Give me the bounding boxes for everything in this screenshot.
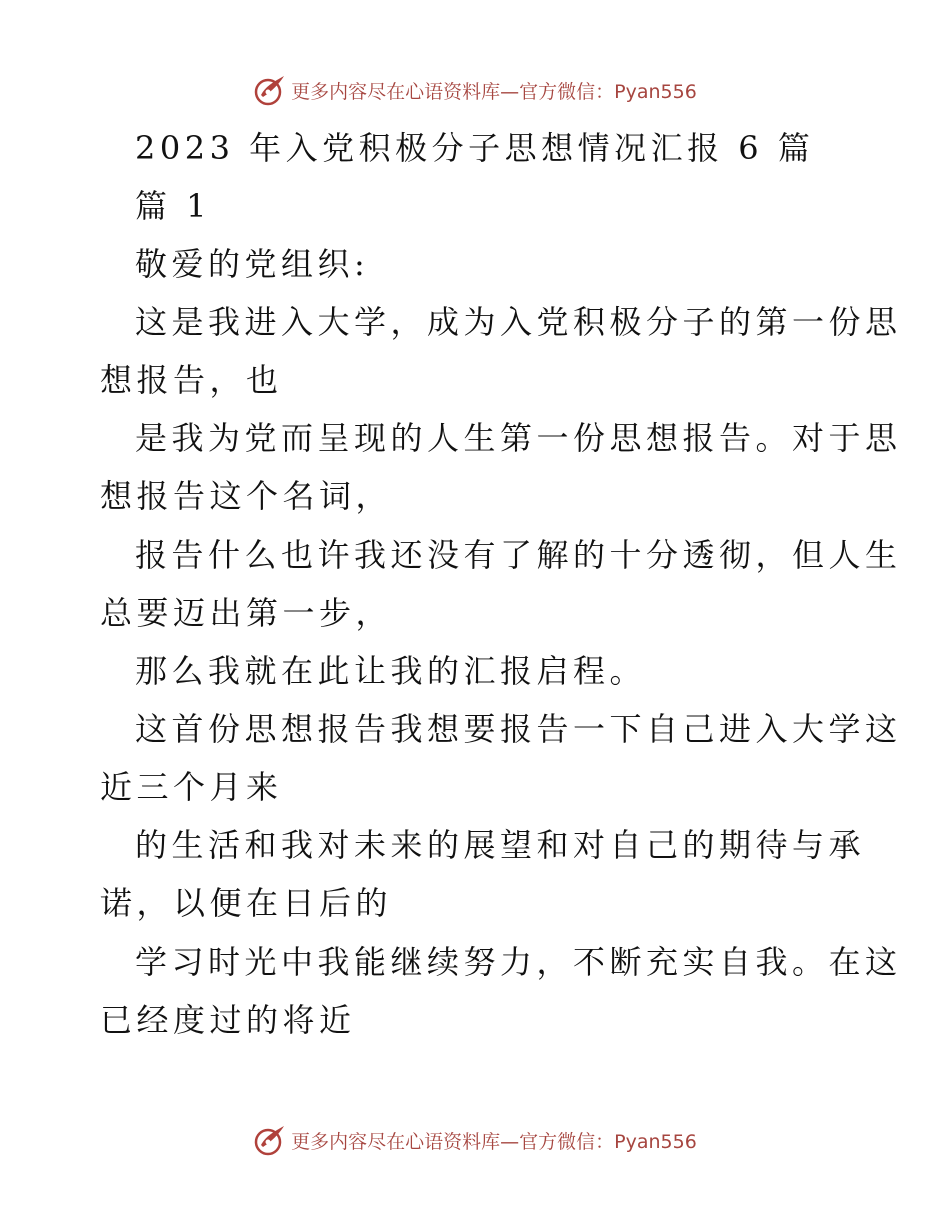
paragraph-line: 那么我就在此让我的汇报启程。 <box>135 652 647 690</box>
paragraph-line: 这首份思想报告我想要报告一下自己进入大学这 <box>135 710 902 748</box>
watermark-header <box>0 70 950 110</box>
paragraph-line: 是我为党而呈现的人生第一份思想报告。对于思 <box>135 419 902 457</box>
paragraph-line: 的生活和我对未来的展望和对自己的期待与承 <box>135 826 866 864</box>
paragraph-line: 近三个月来 <box>100 768 283 806</box>
salutation: 敬爱的党组织: <box>135 245 370 283</box>
paragraph-line: 诺，以便在日后的 <box>100 884 393 922</box>
paragraph-line: 这是我进入大学，成为入党积极分子的第一份思 <box>135 303 902 341</box>
paragraph-line: 想报告这个名词， <box>100 477 393 515</box>
watermark-footer <box>0 1120 950 1160</box>
section-heading: 篇 1 <box>135 187 212 225</box>
paragraph-line: 已经度过的将近 <box>100 1001 356 1039</box>
document-title: 2023 年入党积极分子思想情况汇报 6 篇 <box>135 129 815 167</box>
watermark-text: 更多内容尽在心语资料库—官方微信：Pyan556 <box>291 1130 697 1153</box>
paragraph-line: 总要迈出第一步， <box>100 594 393 632</box>
quill-logo-icon <box>253 1123 287 1157</box>
watermark-text: 更多内容尽在心语资料库—官方微信：Pyan556 <box>291 80 697 103</box>
quill-logo-icon <box>253 73 287 107</box>
paragraph-line: 报告什么也许我还没有了解的十分透彻，但人生 <box>135 536 902 574</box>
paragraph-line: 想报告，也 <box>100 361 283 399</box>
paragraph-line: 学习时光中我能继续努力，不断充实自我。在这 <box>135 943 902 981</box>
